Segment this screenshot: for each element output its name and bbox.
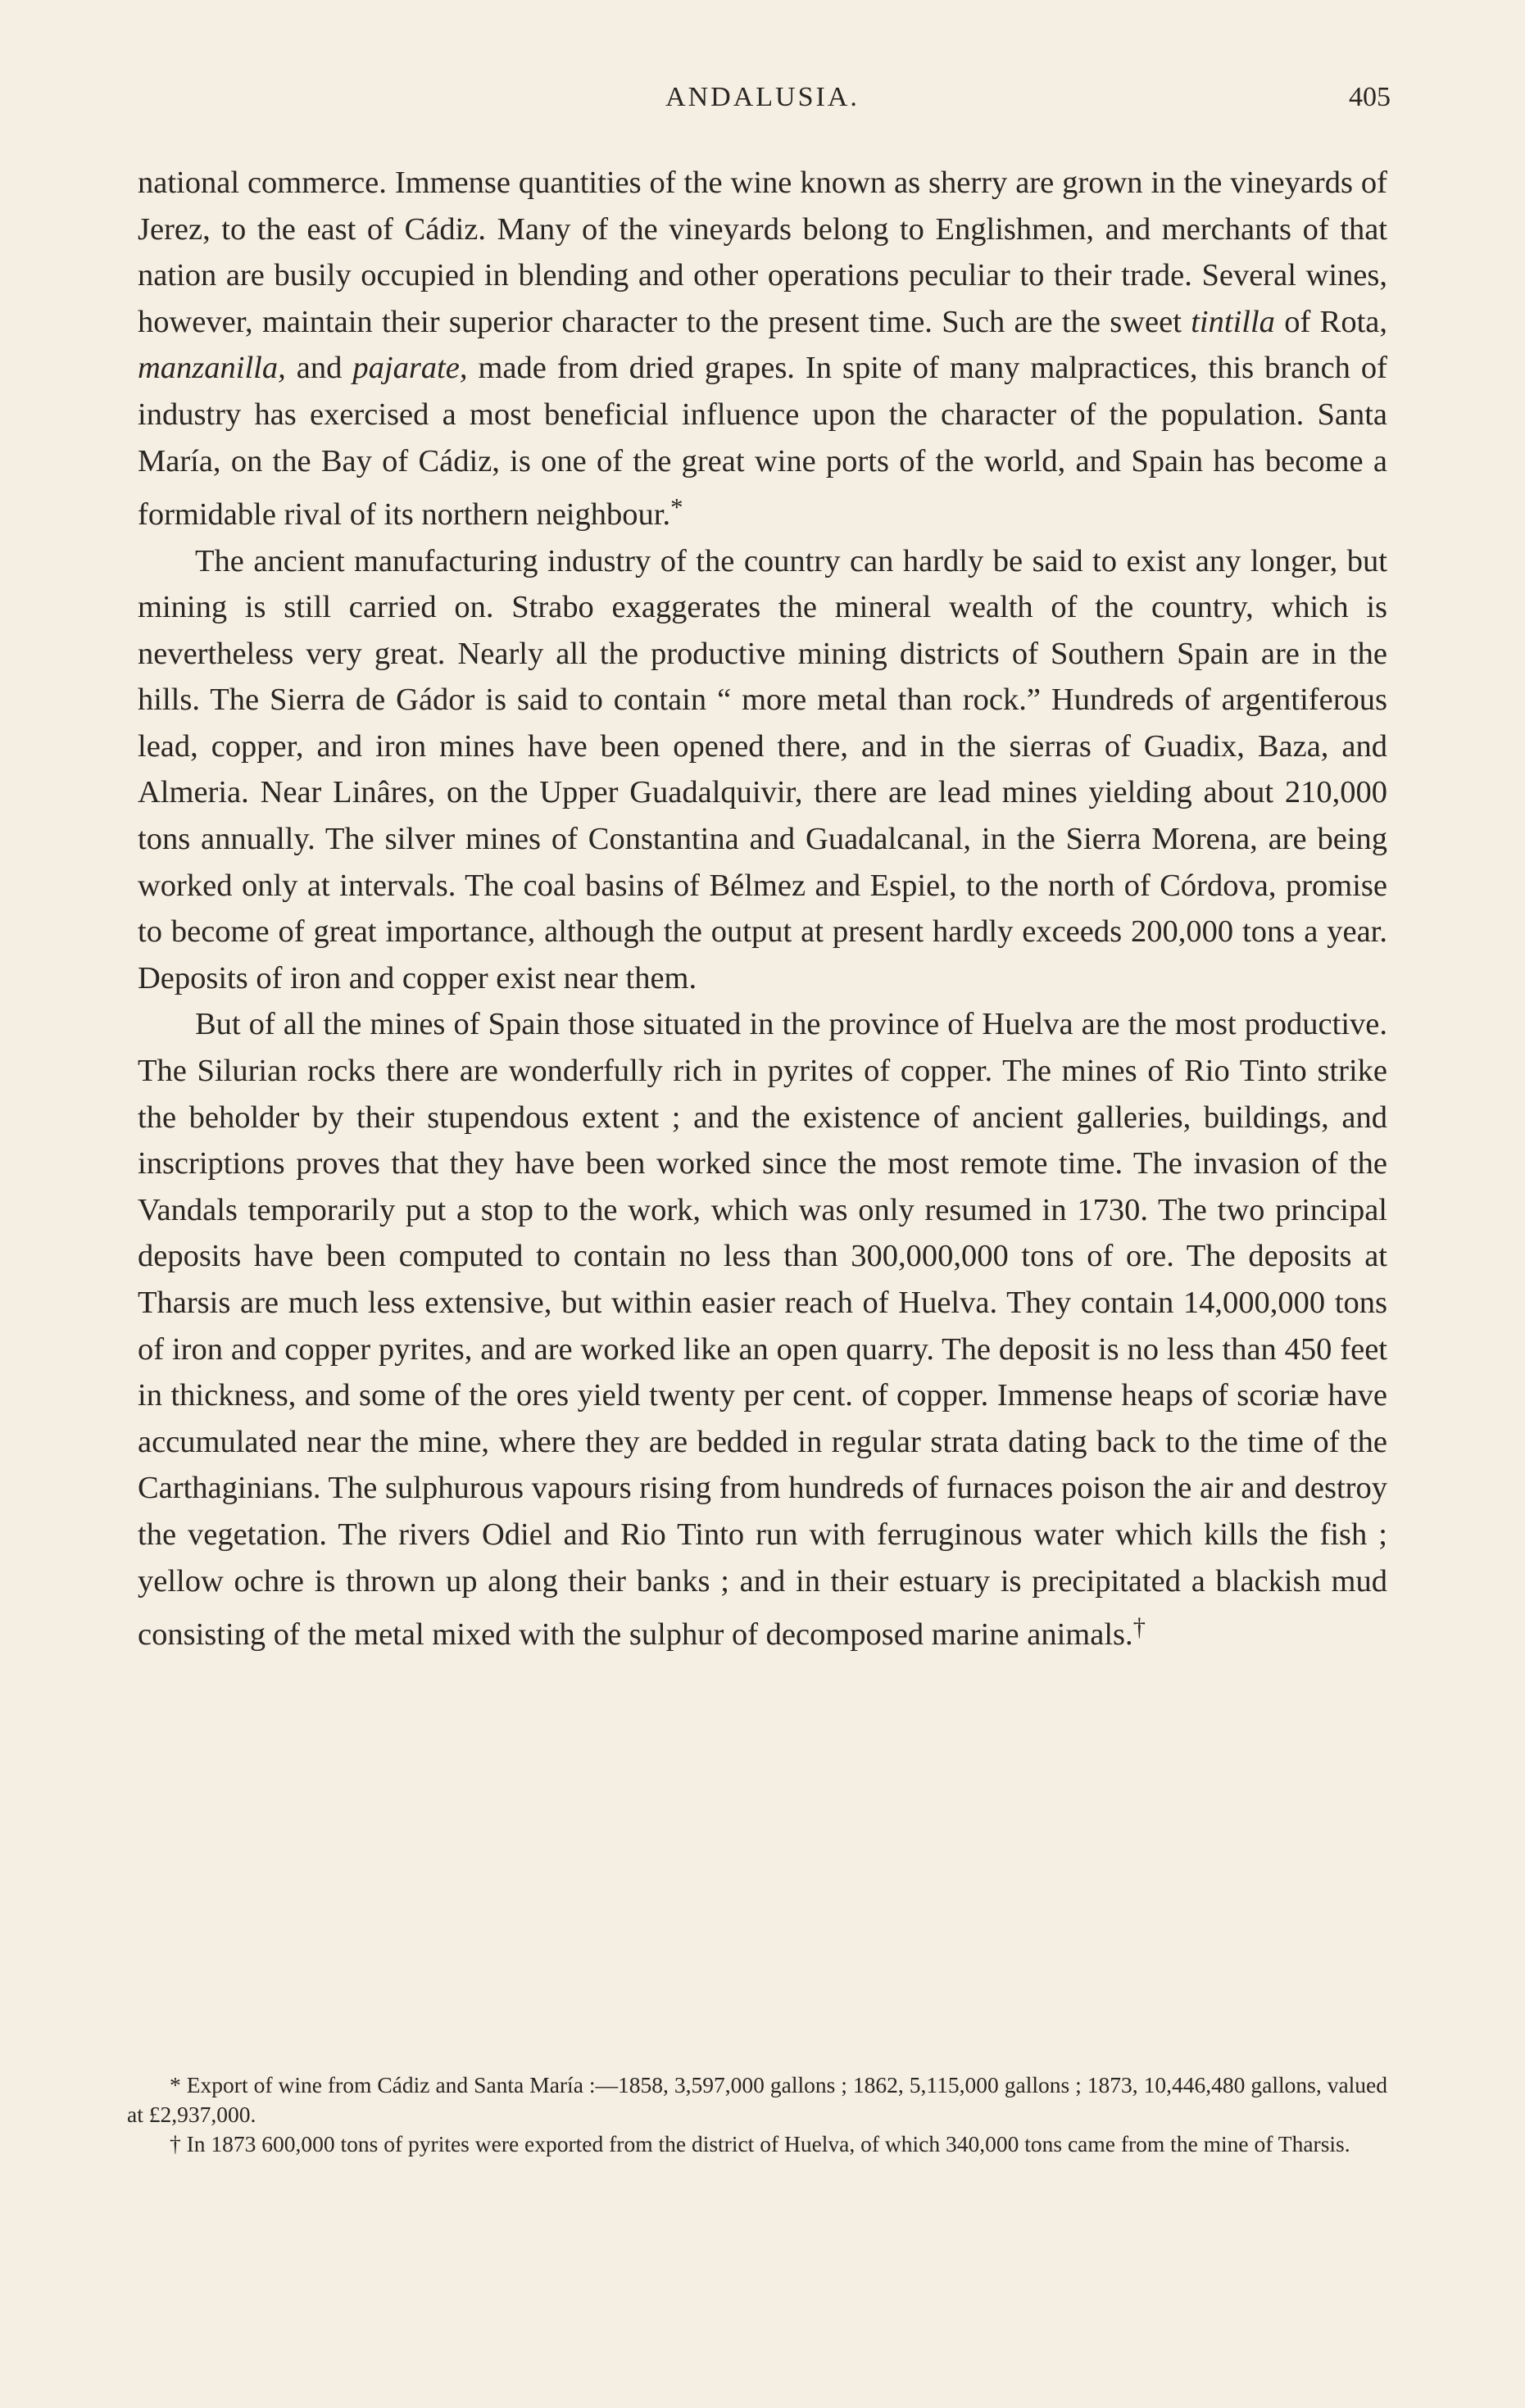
running-head <box>0 82 1525 131</box>
italic-term-manzanilla: manzanilla, <box>138 351 286 386</box>
footnotes <box>127 2070 1387 2159</box>
paragraph-3-text: But of all the mines of Spain those situated in the province of Huelva are the most productive. The Silurian rocks there are wonderfully rich in pyrites of copper. The mines of Rio Tinto strike the beholder by their stupendous extent ; and the existence of ancient galleries, buildings, and inscriptions proves that they have been worked since the most remote time. The invasion of the Vandals temporarily put a stop to the work, which was only resumed in 1730. The two principal deposits have been computed to contain no less than 300,000,000 tons of ore. The deposits at Tharsis are much less extensive, but within easier reach of Huelva. They contain 14,000,000 tons of iron and copper pyrites, and are worked like an open quarry. The deposit is no less than 450 feet in thickness, and some of the ores yield twenty per cent. of copper. Immense heaps of scoriæ have accumulated near the mine, where they are bedded in regular strata dating back to the time of the Carthaginians. The sulphurous vapours rising from hundreds of furnaces poison the air and destroy the vegetation. The rivers Odiel and Rio Tinto run with ferruginous water which kills the fish ; yellow ochre is thrown up along their banks ; and in their estuary is precipitated a blackish mud consisting of the metal mixed with the sulphur of decomposed marine animals. <box>138 1007 1387 1652</box>
paragraph-3 <box>138 1001 1387 1657</box>
page-number: 405 <box>1349 82 1391 112</box>
paragraph-1-text-d: made from dried grapes. In spite of many malpractices, this branch of industry has exercised a most beneficial influence upon the character of the population. Santa María, on the Bay of Cádiz, is one of the great wine ports of the world, and Spain has become a formidable rival of its northern neighbour. <box>138 351 1387 532</box>
italic-term-tintilla: tintilla <box>1191 304 1275 339</box>
footnote-2: † In 1873 600,000 tons of pyrites were exported from the district of Huelva, of which 340,000 tons came from the mine of Tharsis. <box>170 2131 1350 2156</box>
paragraph-2: The ancient manufacturing industry of the country can hardly be said to exist any longer, but mining is still carried on. Strabo exaggerates the mineral wealth of the country, which is nevertheless very great. Nearly all the productive mining districts of Southern Spain are in the hills. The Sierra de Gádor is said to contain “ more metal than rock.” Hundreds of argentiferous lead, copper, and iron mines have been opened there, and in the sierras of Guadix, Baza, and Almeria. Near Linâres, on the Upper Guadalquivir, there are lead mines yielding about 210,000 tons annually. The silver mines of Constantina and Guadalcanal, in the Sierra Morena, are being worked only at intervals. The coal basins of Bélmez and Espiel, to the north of Córdova, promise to become of great importance, although the output at present hardly exceeds 200,000 tons a year. Deposits of iron and copper exist near them. <box>138 543 1387 995</box>
paragraph-1-text-a: national commerce. Immense quantities of the wine known as sherry are grown in the vineyards of Jerez, to the east of Cádiz. Many of the vineyards belong to Englishmen, and merchants of that nation are busily occupied in blending and other operations peculiar to their trade. Several wines, however, maintain their superior character to the present time. Such are the sweet <box>138 166 1387 339</box>
footnote-mark-dagger: † <box>1132 1613 1146 1642</box>
running-title: ANDALUSIA. <box>665 82 860 112</box>
paragraph-1-text-c: and <box>285 351 353 386</box>
paragraph-1-text-b: of Rota, <box>1274 304 1387 339</box>
main-text <box>138 160 1387 1658</box>
paragraph-1 <box>138 160 1387 538</box>
italic-term-pajarate: pajarate, <box>352 351 468 386</box>
footnote-1: * Export of wine from Cádiz and Santa María :—1858, 3,597,000 gallons ; 1862, 5,115,000 gallons ; 1873, 10,446,480 gallons, valued at £2,937,000. <box>127 2072 1387 2127</box>
footnote-mark-asterisk: * <box>670 493 683 522</box>
